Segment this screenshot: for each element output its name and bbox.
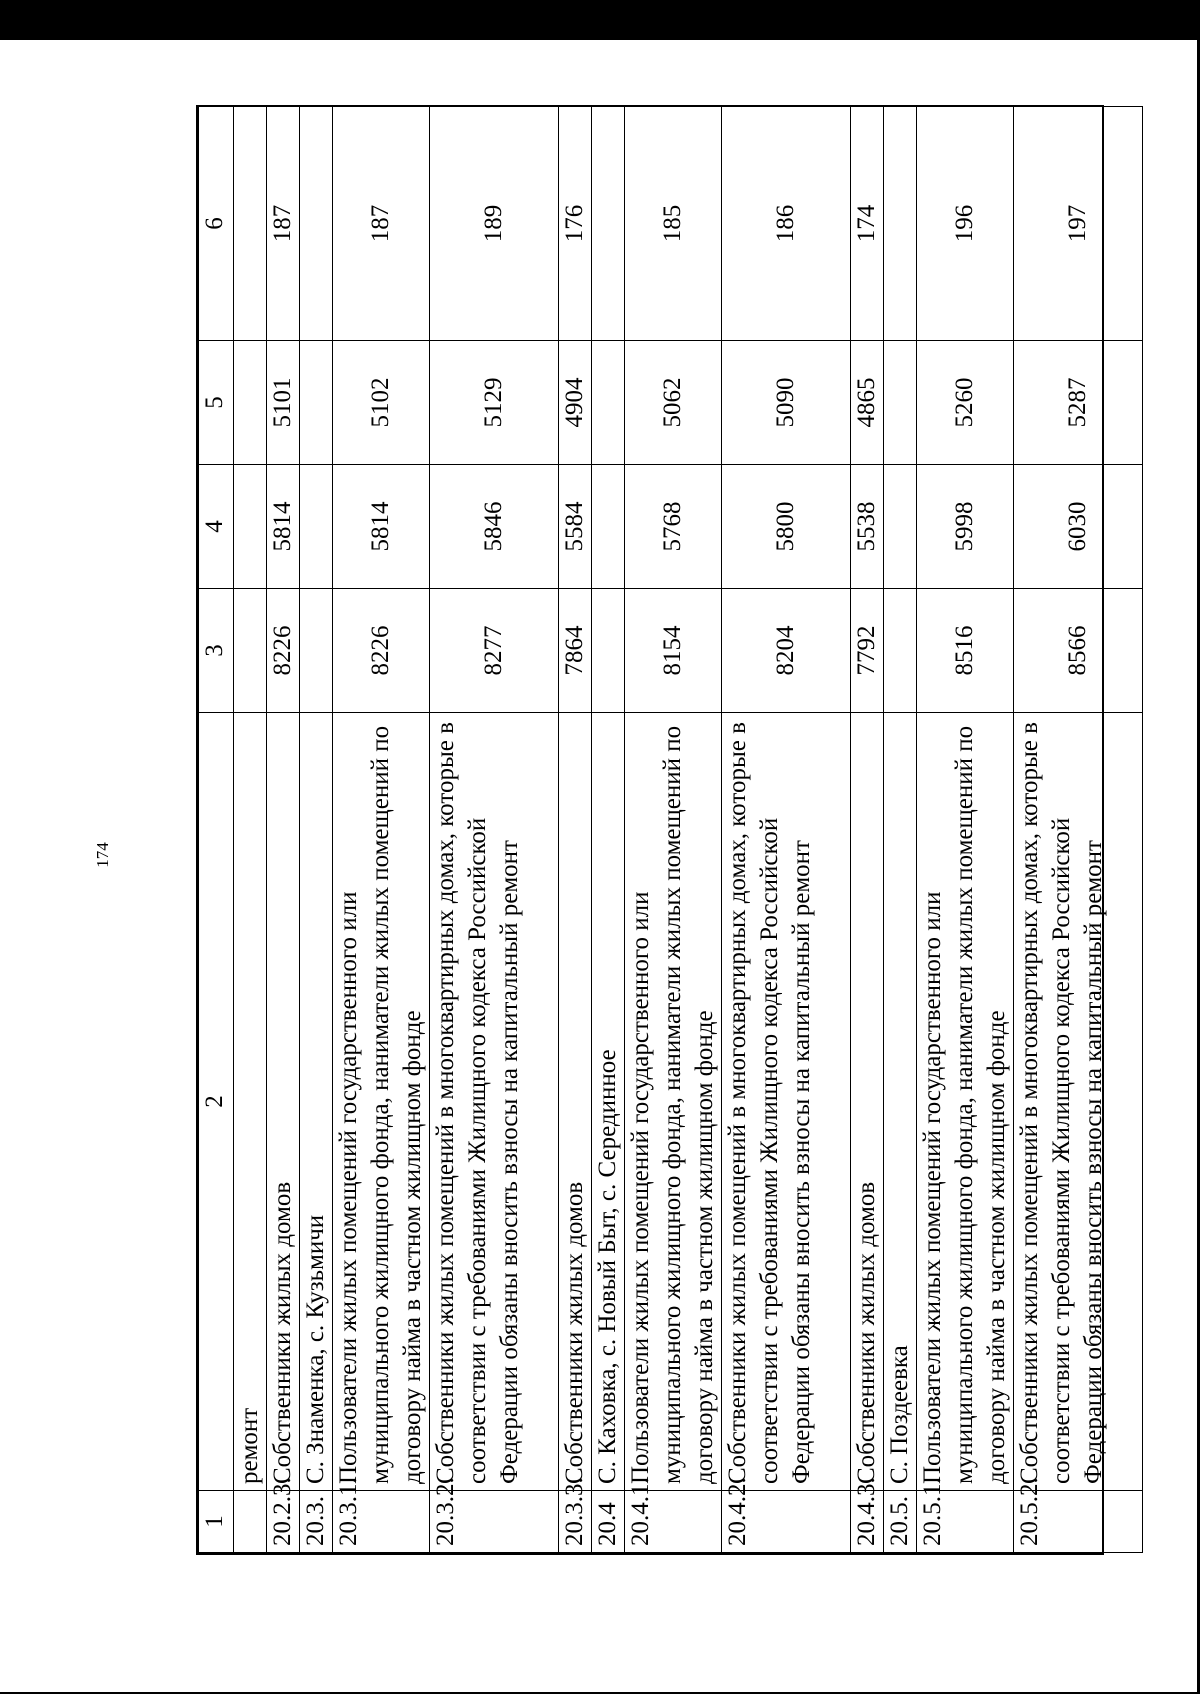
table-cell-value: 5101	[267, 341, 300, 465]
table-cell-value: 4865	[851, 341, 884, 465]
table-cell-value: 5538	[851, 465, 884, 589]
table-cell-value	[300, 341, 333, 465]
table-row	[884, 107, 917, 1553]
table-cell-value	[592, 465, 625, 589]
table-cell-value: 5768	[625, 465, 722, 589]
table-cell-value: 187	[333, 107, 430, 341]
table-cell-value: 187	[267, 107, 300, 341]
table-cell-id: 20.4.3.	[851, 1491, 884, 1553]
page-number: 174	[93, 842, 112, 868]
table-cell-value: 5287	[1014, 341, 1143, 465]
table-cell-value: 4904	[559, 341, 592, 465]
table-cell-description: Собственники жилых помещений в многоквартирных домах, которые в соответствии с требованиями Жилищного кодекса Российской Федерации обязаны вносить взносы на капитальный ремонт	[430, 713, 559, 1491]
table-cell-description: Пользователи жилых помещений государственного или муниципального жилищного фонда, наниматели жилых помещений по договору найма в частном жилищном фонде	[333, 713, 430, 1491]
column-header: 1	[199, 1491, 234, 1553]
table-row	[722, 107, 851, 1553]
table-cell-value	[234, 341, 267, 465]
table-cell-value	[234, 589, 267, 713]
table-cell-description: Собственники жилых помещений в многоквартирных домах, которые в соответствии с требованиями Жилищного кодекса Российской Федерации обязаны вносить взносы на капитальный ремонт	[722, 713, 851, 1491]
table-row	[430, 107, 559, 1553]
table-cell-value: 197	[1014, 107, 1143, 341]
table-cell-value	[300, 107, 333, 341]
table-cell-value: 5814	[267, 465, 300, 589]
table-cell-description: С. Знаменка, с. Кузьмичи	[300, 713, 333, 1491]
table-cell-value	[300, 589, 333, 713]
table-cell-value: 5129	[430, 341, 559, 465]
table-cell-description: С. Каховка, с. Новый Быт, с. Серединное	[592, 713, 625, 1491]
table-row	[300, 107, 333, 1553]
table-cell-id: 20.5.	[884, 1491, 917, 1553]
table-cell-value: 8516	[917, 589, 1014, 713]
table-cell-id: 20.5.2.	[1014, 1491, 1143, 1553]
table-row	[267, 107, 300, 1553]
table-cell-value: 5998	[917, 465, 1014, 589]
table-cell-value	[884, 107, 917, 341]
table-cell-id: 20.5.1.	[917, 1491, 1014, 1553]
table-cell-value: 174	[851, 107, 884, 341]
column-header: 5	[199, 341, 234, 465]
table-cell-description: Собственники жилых домов	[851, 713, 884, 1491]
table-cell-value: 5846	[430, 465, 559, 589]
table-cell-value	[884, 465, 917, 589]
table-cell-value: 186	[722, 107, 851, 341]
table-cell-id: 20.4.2.	[722, 1491, 851, 1553]
table-cell-value	[592, 341, 625, 465]
table-cell-id: 20.2.3.	[267, 1491, 300, 1553]
table-cell-id: 20.4	[592, 1491, 625, 1553]
table-cell-value	[234, 465, 267, 589]
table-row	[1014, 107, 1143, 1553]
table-cell-value: 5062	[625, 341, 722, 465]
table-cell-value: 8154	[625, 589, 722, 713]
table-cell-value: 8226	[267, 589, 300, 713]
table-row	[333, 107, 430, 1553]
continuation-row	[234, 107, 267, 1553]
column-header: 4	[199, 465, 234, 589]
table-cell-value: 185	[625, 107, 722, 341]
table-cell-value: 7864	[559, 589, 592, 713]
tariff-table	[198, 106, 1143, 1553]
table-cell-value: 8566	[1014, 589, 1143, 713]
table-cell-description: ремонт	[234, 713, 267, 1491]
table-cell-value	[592, 589, 625, 713]
table-cell-id: 20.3.	[300, 1491, 333, 1553]
table-cell-id: 20.3.3.	[559, 1491, 592, 1553]
table-header-row	[199, 107, 234, 1553]
column-header: 2	[199, 713, 234, 1491]
table-cell-value	[592, 107, 625, 341]
table-cell-value	[234, 107, 267, 341]
scan-top-edge	[0, 0, 1200, 40]
table-cell-id: 20.3.2.	[430, 1491, 559, 1553]
table-cell-description: Пользователи жилых помещений государственного или муниципального жилищного фонда, наниматели жилых помещений по договору найма в частном жилищном фонде	[625, 713, 722, 1491]
table-cell-id: 20.3.1.	[333, 1491, 430, 1553]
rotated-table-container	[198, 107, 1107, 1553]
table-cell-value: 5800	[722, 465, 851, 589]
table-cell-value: 8226	[333, 589, 430, 713]
table-cell-value: 5584	[559, 465, 592, 589]
table-row	[917, 107, 1014, 1553]
table-cell-value: 5260	[917, 341, 1014, 465]
table-cell-value: 8204	[722, 589, 851, 713]
column-header: 6	[199, 107, 234, 341]
table-row	[851, 107, 884, 1553]
table-cell-description: Пользователи жилых помещений государственного или муниципального жилищного фонда, наниматели жилых помещений по договору найма в частном жилищном фонде	[917, 713, 1014, 1491]
table-cell-description: С. Поздеевка	[884, 713, 917, 1491]
table-cell-value	[884, 341, 917, 465]
table-cell-description: Собственники жилых домов	[559, 713, 592, 1491]
table-cell-value: 196	[917, 107, 1014, 341]
table-cell-value: 7792	[851, 589, 884, 713]
table-cell-value: 189	[430, 107, 559, 341]
table-cell-value: 5814	[333, 465, 430, 589]
table-cell-id: 20.4.1.	[625, 1491, 722, 1553]
table-row	[559, 107, 592, 1553]
table-cell-value	[884, 589, 917, 713]
column-header: 3	[199, 589, 234, 713]
tariff-table-frame	[196, 105, 1107, 1555]
table-cell-description: Собственники жилых домов	[267, 713, 300, 1491]
table-cell-id	[234, 1491, 267, 1553]
table-row	[592, 107, 625, 1553]
table-row	[625, 107, 722, 1553]
table-cell-value: 5090	[722, 341, 851, 465]
table-cell-description: Собственники жилых помещений в многоквартирных домах, которые в соответствии с требованиями Жилищного кодекса Российской Федерации обязаны вносить взносы на капитальный ремонт	[1014, 713, 1143, 1491]
table-cell-value: 5102	[333, 341, 430, 465]
table-cell-value: 8277	[430, 589, 559, 713]
table-cell-value	[300, 465, 333, 589]
table-cell-value: 6030	[1014, 465, 1143, 589]
table-cell-value: 176	[559, 107, 592, 341]
